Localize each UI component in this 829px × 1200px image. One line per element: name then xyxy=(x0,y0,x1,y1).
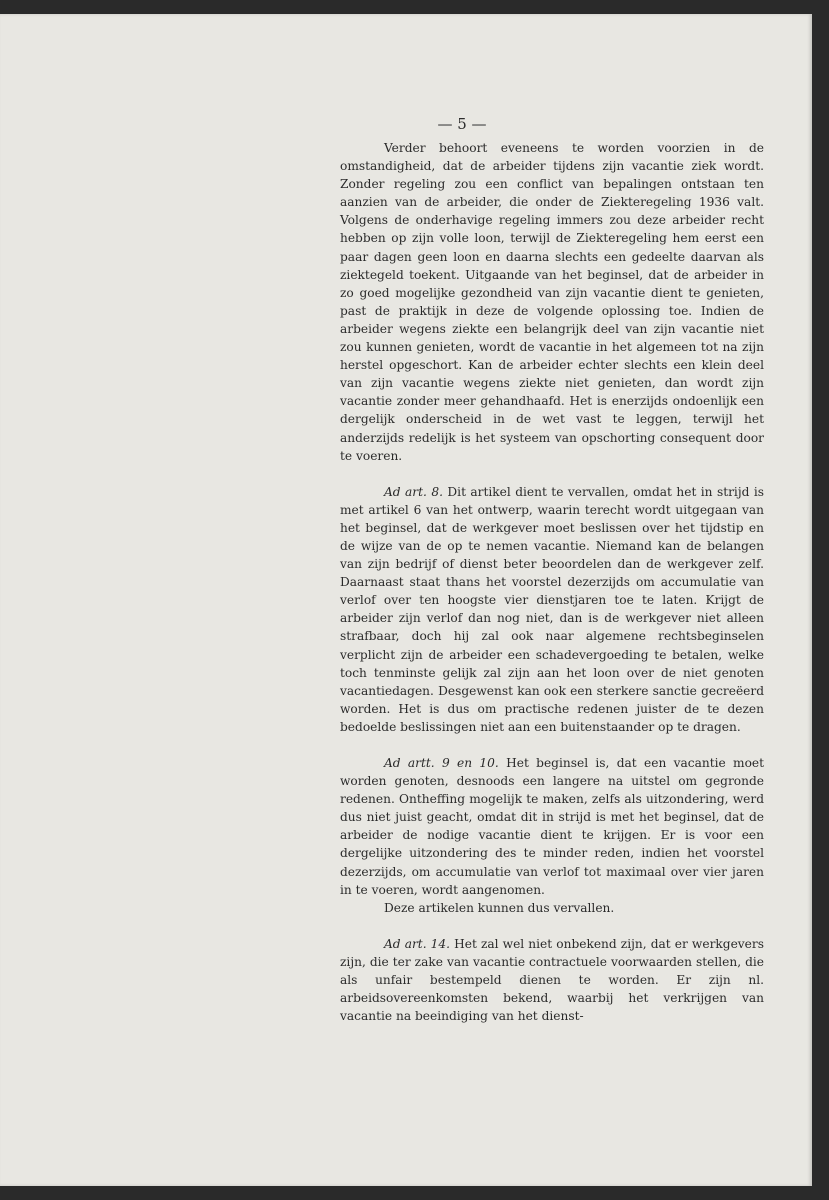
page-number: — 5 — xyxy=(437,115,487,133)
paragraph-ad-art-14 xyxy=(340,935,764,1025)
document-page xyxy=(0,14,812,1186)
body-text xyxy=(340,139,764,1025)
paragraph-text: Het zal wel niet onbekend zijn, dat er werkgevers zijn, die ter zake van vacantie contractuele voorwaarden stellen, die als unfair bestempeld dienen te worden. Er zijn nl. arbeidsovereenkomsten bekend, waarbij het verkrijgen van vacantie na beeindiging van het dienst- xyxy=(340,936,764,1024)
article-reference: Ad artt. 9 en 10. xyxy=(384,756,499,770)
paragraph-text: Het beginsel is, dat een vacantie moet worden genoten, desnoods een langere na uitstel om gegronde redenen. Ontheffing mogelijk te maken, zelfs als uitzondering, werd dus niet juist geacht, omdat dit in strijd is met het beginsel, dat de arbeider de nodige vacantie dient te krijgen. Er is voor een dergelijke uitzondering des te minder reden, indien het voorstel dezerzijds, om accumulatie van verlof tot maximaal over vier jaren in te voeren, wordt aangenomen. xyxy=(340,756,765,897)
paragraph-sickness-during-vacation: Verder behoort eveneens te worden voorzien in de omstandigheid, dat de arbeider tijdens zijn vacantie ziek wordt. Zonder regeling zou een conflict van bepalingen ontstaan ten aanzien van de arbeider, die onder de Ziekteregeling 1936 valt. Volgens de onderhavige regeling immers zou deze arbeider recht hebben op zijn volle loon, terwijl de Ziekteregeling hem eerst een paar dagen geen loon en daarna slechts een gedeelte daarvan als ziektegeld toekent. Uitgaande van het beginsel, dat de arbeider in zo goed mogelijke gezondheid van zijn vacantie dient te genieten, past de praktijk in deze de volgende oplossing toe. Indien de arbeider wegens ziekte een belangrijk deel van zijn vacantie niet zou kunnen genieten, wordt de vacantie in het algemeen tot na zijn herstel opgeschort. Kan de arbeider echter slechts een klein deel van zijn vacantie wegens ziekte niet genieten, dan wordt zijn vacantie zonder meer gehandhaafd. Het is enerzijds ondoenlijk een dergelijk onderscheid in de wet vast te leggen, terwijl het anderzijds redelijk is het systeem van opschorting consequent door te voeren. xyxy=(340,141,764,463)
article-reference: Ad art. 8. xyxy=(384,484,443,499)
paragraph-ad-art-8 xyxy=(340,483,764,736)
article-reference: Ad art. 14. xyxy=(384,936,451,951)
paragraph-text: Dit artikel dient te vervallen, omdat het in strijd is met artikel 6 van het ontwerp, waarin terecht wordt uitgegaan van het beginsel, dat de werkgever moet beslissen over het tijdstip en de wijze van de op te nemen vacantie. Niemand kan de belangen van zijn bedrijf of dienst beter beoordelen dan de werkgever zelf. Daarnaast staat thans het voorstel dezerzijds om accumulatie van verlof over ten hoogste vier dienstjaren toe te laten. Krijgt de arbeider zijn verlof dan nog niet, dan is de werkgever niet alleen strafbaar, doch hij zal ook naar algemene rechtsbeginselen verplicht zijn de arbeider een schadevergoeding te betalen, welke toch tenminste gelijk zal zijn aan het loon over de niet genoten vacantiedagen. Desgewenst kan ook een sterkere sanctie gecreëerd worden. Het is dus om practische redenen juister de te dezen bedoelde beslissingen niet aan een buitenstaander op te dragen. xyxy=(340,484,764,734)
paragraph-ad-artt-9-10 xyxy=(340,754,764,899)
paragraph-articles-lapse: Deze artikelen kunnen dus vervallen. xyxy=(384,900,615,915)
